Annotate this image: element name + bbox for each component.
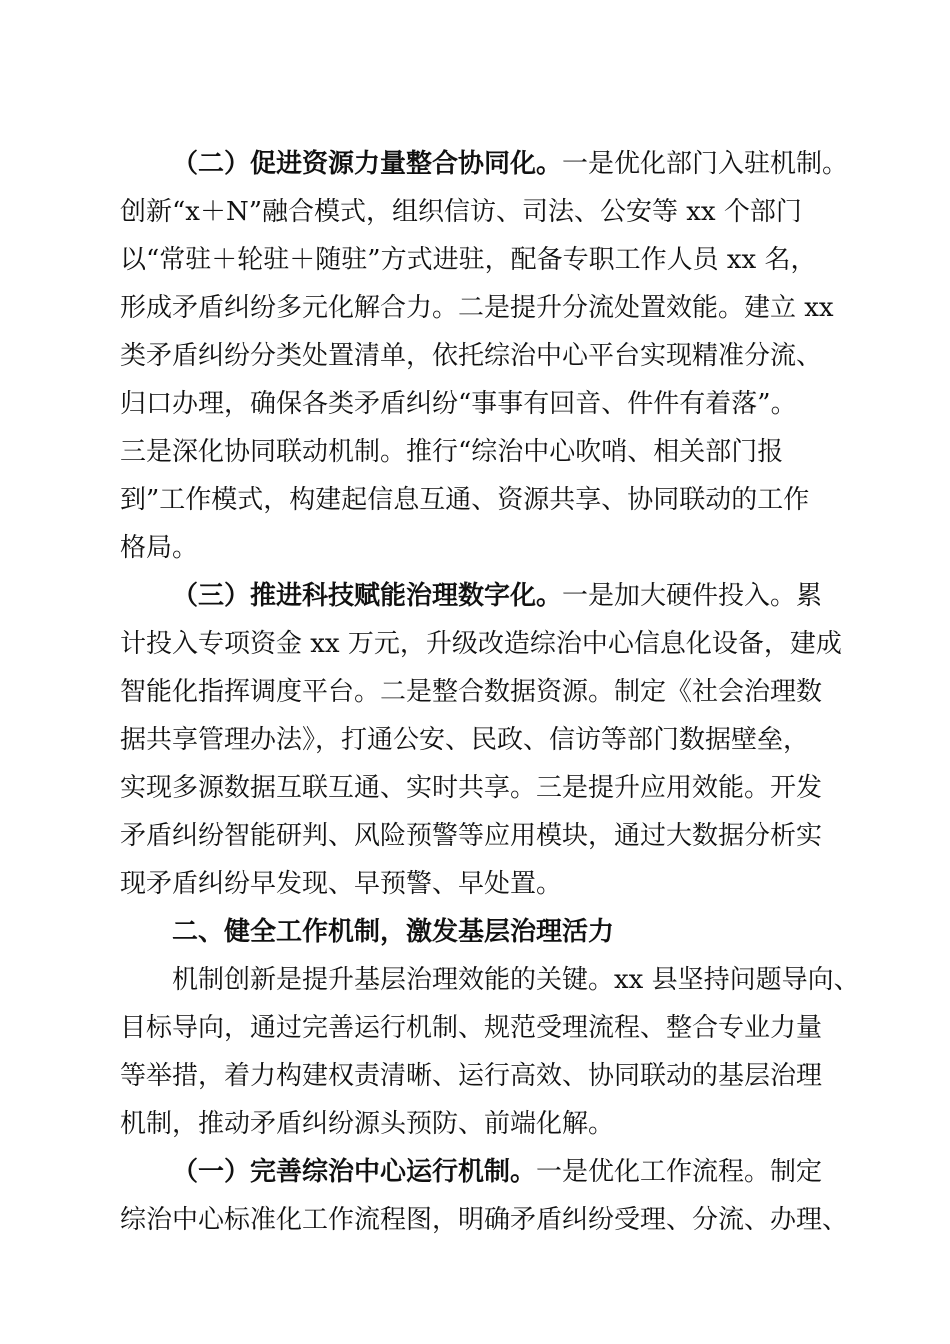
paragraph-tech-line-7: 现矛盾纠纷早发现、早预警、早处置。 <box>120 869 563 899</box>
paragraph-tech-line-5: 实现多源数据互联互通、实时共享。三是提升应用效能。开发 <box>120 773 823 803</box>
paragraph-intro-line-3: 等举措，着力构建权责清晰、运行高效、协同联动的基层治理 <box>120 1061 823 1091</box>
section-heading: 二、健全工作机制，激发基层治理活力 <box>172 917 615 947</box>
paragraph-resources-line-7: 三是深化协同联动机制。推行“综治中心吹哨、相关部门报 <box>120 437 784 467</box>
paragraph-mechanism-lead: （一）完善综治中心运行机制。 <box>172 1157 537 1187</box>
paragraph-tech-line-3: 智能化指挥调度平台。二是整合数据资源。制定《社会治理数 <box>120 677 823 707</box>
paragraph-tech-line-1 <box>172 576 862 616</box>
paragraph-intro-line-1: 机制创新是提升基层治理效能的关键。xx 县坚持问题导向、 <box>172 965 860 995</box>
paragraph-mechanism-line-1 <box>172 1152 862 1192</box>
paragraph-intro-line-2: 目标导向，通过完善运行机制、规范受理流程、整合专业力量 <box>120 1013 823 1043</box>
paragraph-resources-line-3: 以“常驻＋轮驻＋随驻”方式进驻，配备专职工作人员 xx 名， <box>120 245 817 275</box>
paragraph-resources-lead: （二）促进资源力量整合协同化。 <box>172 149 563 179</box>
paragraph-tech-line-6: 矛盾纠纷智能研判、风险预警等应用模块，通过大数据分析实 <box>120 821 823 851</box>
paragraph-resources-line-5: 类矛盾纠纷分类处置清单，依托综治中心平台实现精准分流、 <box>120 341 823 371</box>
paragraph-resources-line-6: 归口办理，确保各类矛盾纠纷“事事有回音、件件有着落”。 <box>120 389 797 419</box>
paragraph-resources-line-1 <box>172 144 862 184</box>
paragraph-tech-text: 一是加大硬件投入。累 <box>562 581 823 611</box>
paragraph-resources-line-8: 到”工作模式，构建起信息互通、资源共享、协同联动的工作 <box>120 485 810 515</box>
paragraph-mechanism-line-2: 综治中心标准化工作流程图，明确矛盾纠纷受理、分流、办理、 <box>120 1205 849 1235</box>
paragraph-mechanism-text: 一是优化工作流程。制定 <box>536 1157 823 1187</box>
paragraph-tech-line-4: 据共享管理办法》，打通公安、民政、信访等部门数据壁垒， <box>120 725 810 755</box>
paragraph-intro-line-4: 机制，推动矛盾纠纷源头预防、前端化解。 <box>120 1109 615 1139</box>
paragraph-resources-text: 一是优化部门入驻机制。 <box>562 149 849 179</box>
paragraph-resources-line-4: 形成矛盾纠纷多元化解合力。二是提升分流处置效能。建立 xx <box>120 293 834 323</box>
paragraph-tech-lead: （三）推进科技赋能治理数字化。 <box>172 581 563 611</box>
paragraph-resources-line-9: 格局。 <box>120 533 199 563</box>
paragraph-tech-line-2: 计投入专项资金 xx 万元，升级改造综治中心信息化设备，建成 <box>120 629 842 659</box>
paragraph-resources-line-2: 创新“x＋N”融合模式，组织信访、司法、公安等 xx 个部门 <box>120 197 802 227</box>
